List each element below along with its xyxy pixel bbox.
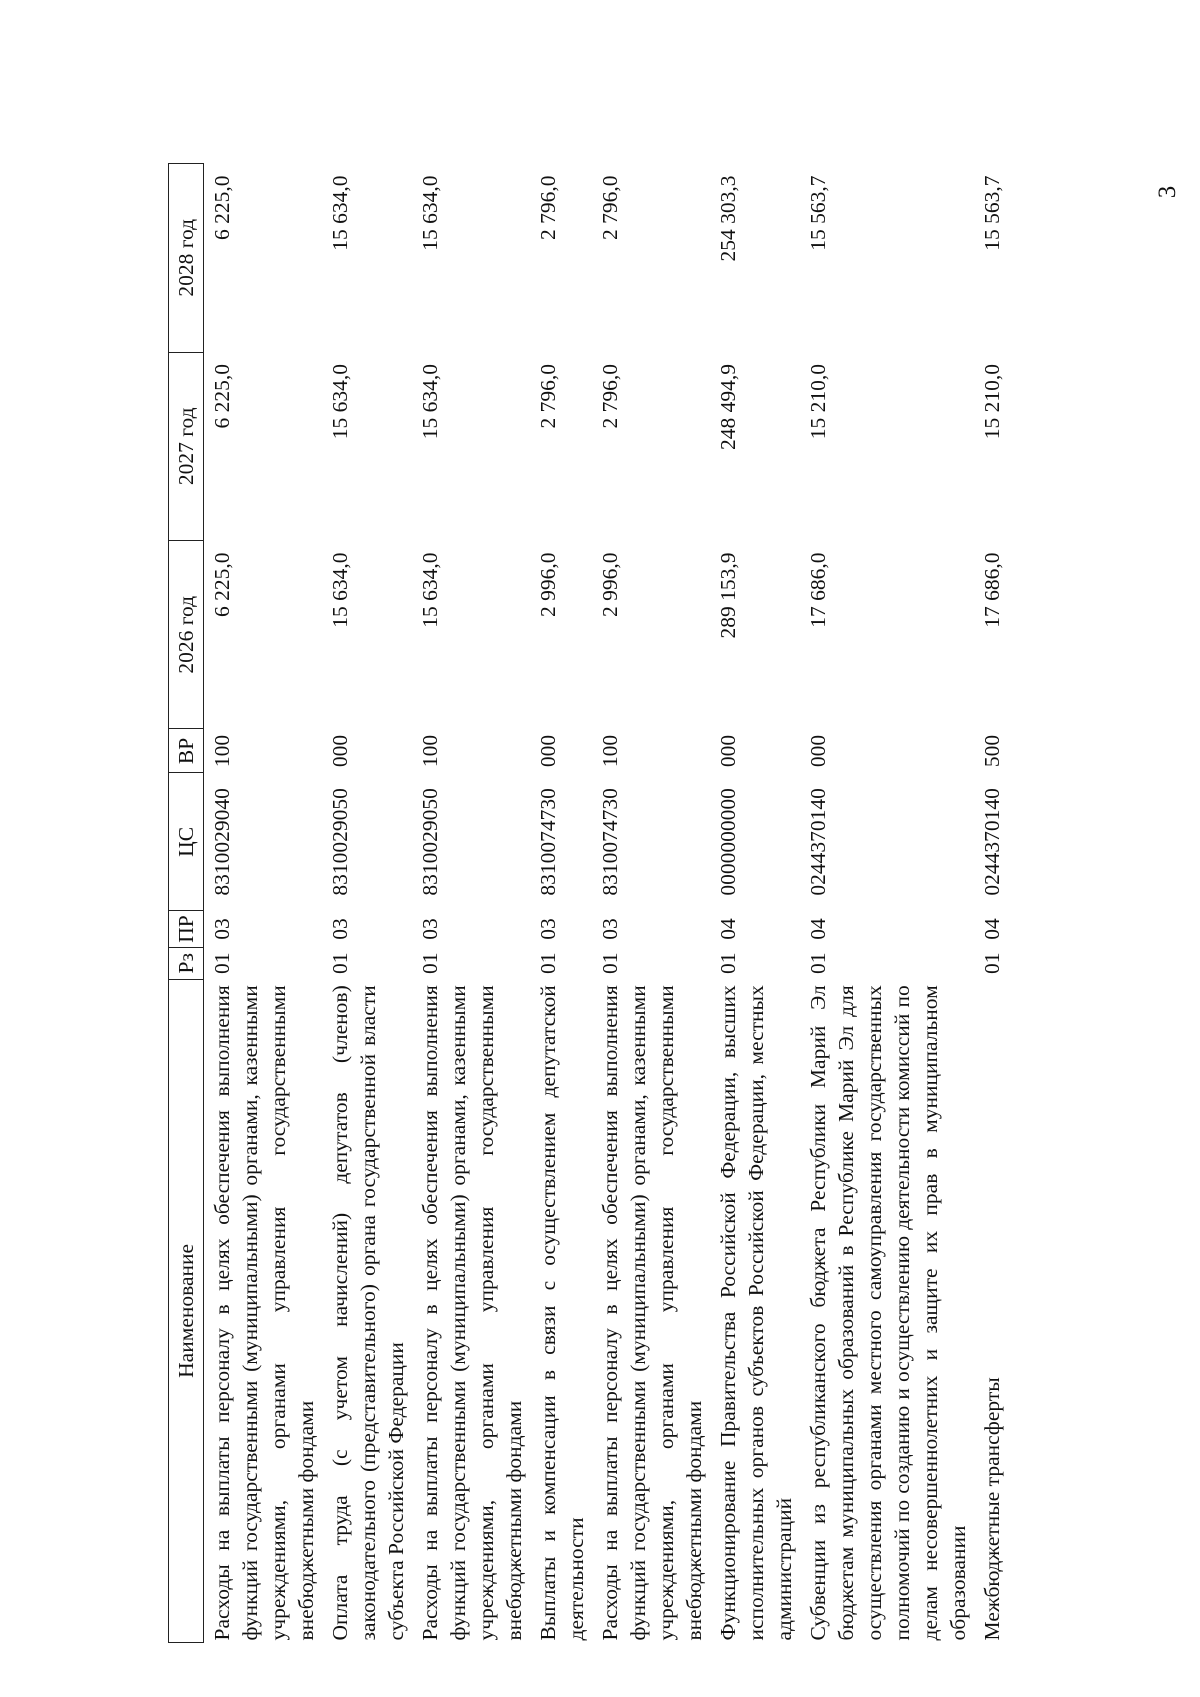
row-rz: 01 — [598, 952, 622, 975]
header-2028: 2028 год — [169, 164, 204, 353]
row-rz: 01 — [210, 952, 234, 975]
row-vr: 500 — [980, 734, 1004, 768]
row-vr: 000 — [536, 734, 560, 768]
row-rz: 01 — [980, 952, 1004, 975]
table-row — [322, 164, 412, 1643]
row-2027: 248 494,9 — [716, 364, 740, 451]
row-2027: 15 210,0 — [980, 364, 1004, 440]
table-row — [974, 164, 1008, 1643]
row-2028: 15 563,7 — [806, 175, 830, 251]
row-vr: 100 — [598, 734, 622, 768]
budget-table — [168, 163, 1008, 1643]
table-row — [592, 164, 710, 1643]
row-2026: 2 996,0 — [598, 552, 622, 617]
row-vr: 100 — [210, 734, 234, 768]
row-pr: 04 — [980, 918, 1004, 940]
row-cs: 8310029050 — [418, 788, 442, 896]
row-2026: 289 153,9 — [716, 552, 740, 639]
row-2028: 6 225,0 — [210, 175, 234, 240]
row-2027: 15 210,0 — [806, 364, 830, 440]
row-pr: 04 — [806, 918, 830, 940]
row-cs: 0244370140 — [806, 788, 830, 896]
table-row — [412, 164, 530, 1643]
row-vr: 000 — [328, 734, 352, 768]
row-2026: 6 225,0 — [210, 552, 234, 617]
row-name: Субвенции из республиканского бюджета Республики Марий Эл бюджетам муниципальных образований в Республике Марий Эл для осуществления органами местного самоуправления государственных полномочий по созданию и осуществлению деятельности комиссий по делам несовершеннолетних и защите их прав в муниципальном образовании — [806, 985, 970, 1641]
row-name: Выплаты и компенсации в связи с осуществлением депутатской деятельности — [536, 985, 588, 1641]
budget-table-sheet — [168, 163, 1198, 1643]
row-pr: 03 — [598, 918, 622, 940]
table-header-row — [169, 164, 204, 1643]
table-row — [204, 164, 323, 1643]
row-2026: 17 686,0 — [806, 552, 830, 628]
row-rz: 01 — [328, 952, 352, 975]
row-2028: 15 563,7 — [980, 175, 1004, 251]
row-2028: 15 634,0 — [328, 175, 352, 251]
table-row — [800, 164, 974, 1643]
header-pr: ПР — [169, 911, 204, 947]
row-2027: 2 796,0 — [598, 364, 622, 429]
row-vr: 100 — [418, 734, 442, 768]
row-cs: 8310074730 — [536, 788, 560, 896]
header-cs: ЦС — [169, 773, 204, 911]
table-row — [710, 164, 800, 1643]
row-name: Межбюджетные трансферты — [980, 1377, 1004, 1641]
row-2027: 15 634,0 — [418, 364, 442, 440]
row-rz: 01 — [716, 952, 740, 975]
row-2028: 254 303,3 — [716, 175, 740, 262]
row-pr: 04 — [716, 918, 740, 940]
row-name: Функционирование Правительства Российской Федерации, высших исполнительных органов субъектов Российской Федерации, местных администраций — [716, 985, 796, 1641]
row-name: Оплата труда (с учетом начислений) депутатов (членов) законодательного (представительного) органа государственной власти субъекта Российской Федерации — [328, 985, 408, 1641]
table-row — [530, 164, 592, 1643]
row-rz: 01 — [536, 952, 560, 975]
row-pr: 03 — [536, 918, 560, 940]
row-2028: 15 634,0 — [418, 175, 442, 251]
row-vr: 000 — [716, 734, 740, 768]
row-2026: 15 634,0 — [418, 552, 442, 628]
row-2027: 2 796,0 — [536, 364, 560, 429]
row-2028: 2 796,0 — [598, 175, 622, 240]
row-2026: 2 996,0 — [536, 552, 560, 617]
row-rz: 01 — [806, 952, 830, 975]
row-rz: 01 — [418, 952, 442, 975]
row-cs: 8310029040 — [210, 788, 234, 896]
row-name: Расходы на выплаты персоналу в целях обеспечения выполнения функций государственными (муниципальными) органами, казенными учреждениями, органами управления государственными внебюджетными фондами — [598, 985, 706, 1641]
header-2026: 2026 год — [169, 541, 204, 729]
row-cs: 0000000000 — [716, 788, 740, 896]
row-2026: 17 686,0 — [980, 552, 1004, 628]
row-name: Расходы на выплаты персоналу в целях обеспечения выполнения функций государственными (муниципальными) органами, казенными учреждениями, органами управления государственными внебюджетными фондами — [210, 985, 318, 1641]
row-cs: 0244370140 — [980, 788, 1004, 896]
row-2027: 15 634,0 — [328, 364, 352, 440]
row-cs: 8310074730 — [598, 788, 622, 896]
header-2027: 2027 год — [169, 352, 204, 540]
row-vr: 000 — [806, 734, 830, 768]
row-pr: 03 — [210, 918, 234, 940]
page-number: 3 — [1154, 185, 1181, 199]
header-name: Наименование — [169, 979, 204, 1642]
row-2028: 2 796,0 — [536, 175, 560, 240]
row-2027: 6 225,0 — [210, 364, 234, 429]
header-vr: ВР — [169, 729, 204, 773]
row-name: Расходы на выплаты персоналу в целях обеспечения выполнения функций государственными (муниципальными) органами, казенными учреждениями, органами управления государственными внебюджетными фондами — [418, 985, 526, 1641]
row-pr: 03 — [328, 918, 352, 940]
row-cs: 8310029050 — [328, 788, 352, 896]
header-rz: Рз — [169, 947, 204, 979]
row-pr: 03 — [418, 918, 442, 940]
row-2026: 15 634,0 — [328, 552, 352, 628]
